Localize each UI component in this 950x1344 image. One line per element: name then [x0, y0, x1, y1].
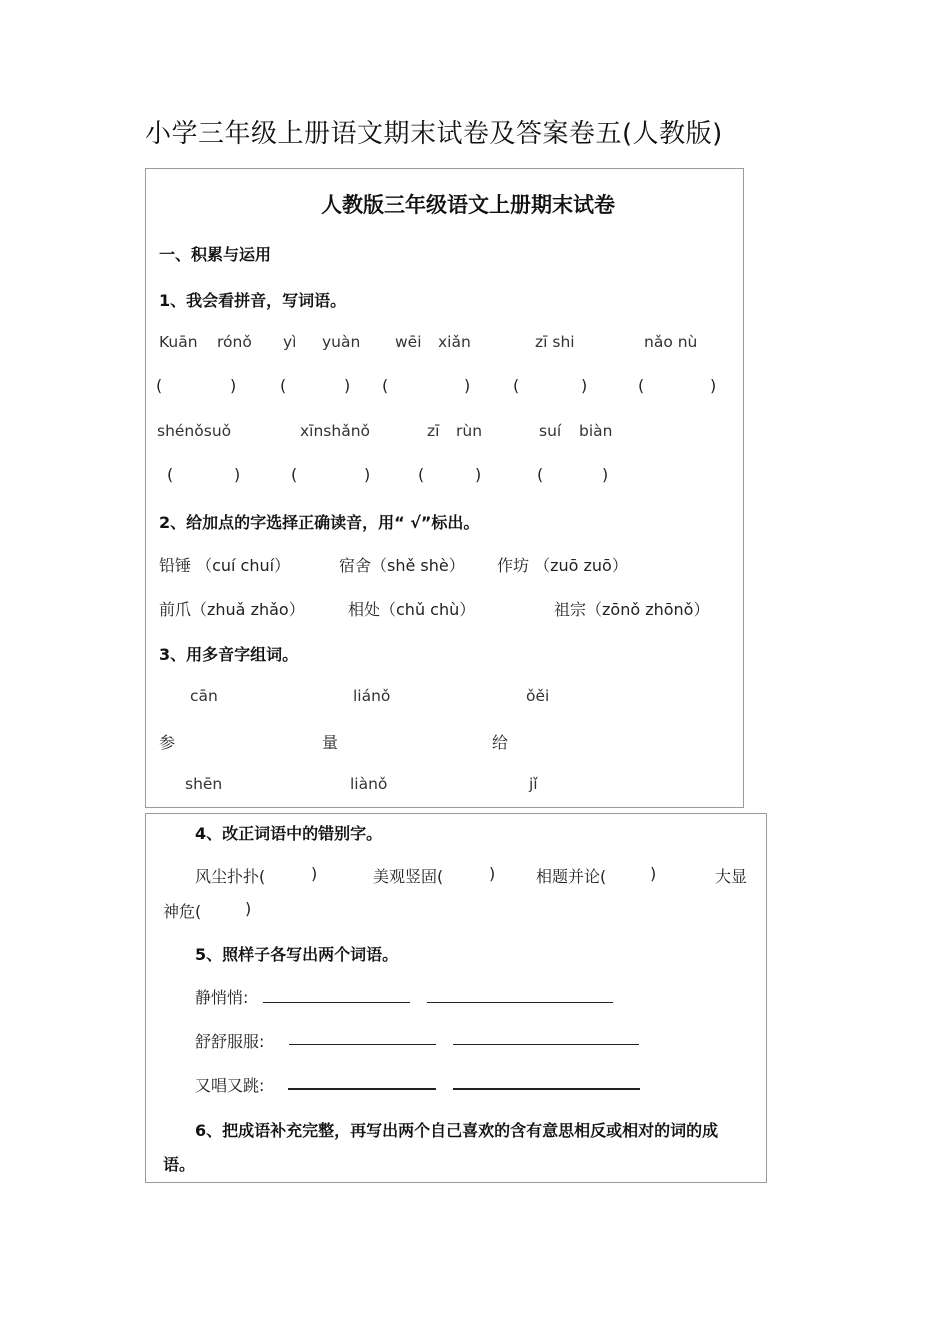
answer-bracket: (: [291, 465, 298, 484]
choice-item: 祖宗（zōnǒ zhōnǒ）: [554, 600, 710, 619]
correction-item: 大显: [715, 867, 748, 886]
answer-bracket: ): [245, 899, 252, 918]
answer-bracket: (: [537, 465, 544, 484]
correction-item: 美观竖固(: [373, 867, 444, 886]
answer-line[interactable]: [427, 1002, 613, 1003]
pinyin: shēn: [185, 775, 223, 793]
exam-sheet-part-2: [145, 813, 767, 1183]
answer-bracket: ): [710, 376, 717, 395]
question-4-heading: 4、改正词语中的错别字。: [195, 824, 383, 843]
answer-line[interactable]: [288, 1088, 436, 1090]
question-6-heading-cont: 语。: [163, 1155, 196, 1174]
answer-bracket: ): [475, 465, 482, 484]
exam-sheet-part-1: [145, 168, 744, 808]
answer-bracket: (: [382, 376, 389, 395]
question-1-heading: 1、我会看拼音，写词语。: [159, 291, 347, 310]
choice-item: 前爪（zhuǎ zhǎo）: [159, 600, 305, 619]
choice-item: 宿舍（shě shè）: [339, 556, 465, 575]
answer-bracket: ): [650, 864, 657, 883]
choice-item: 作坊 （zuō zuō）: [497, 556, 628, 575]
answer-bracket: (: [418, 465, 425, 484]
pinyin: nǎo nù: [644, 333, 698, 351]
answer-bracket: ): [489, 864, 496, 883]
answer-bracket: ): [344, 376, 351, 395]
pinyin: ǒěi: [526, 687, 550, 705]
correction-item: 风尘扑扑(: [195, 867, 266, 886]
example-label: 静悄悄:: [195, 988, 249, 1007]
pinyin: liánǒ: [353, 687, 391, 705]
pinyin: cān: [190, 687, 218, 705]
pinyin: zī: [427, 422, 440, 440]
pinyin: Kuān: [159, 333, 198, 351]
answer-line[interactable]: [453, 1044, 639, 1045]
polyphone-char: 参: [159, 733, 176, 752]
pinyin: shénǒsuǒ: [157, 422, 232, 440]
choice-item: 铅锤 （cuí chuí）: [159, 556, 291, 575]
answer-bracket: ): [311, 864, 318, 883]
polyphone-char: 给: [492, 733, 509, 752]
question-6-heading: 6、把成语补充完整，再写出两个自己喜欢的含有意思相反或相对的词的成: [195, 1121, 719, 1140]
answer-line[interactable]: [263, 1002, 410, 1003]
question-5-heading: 5、照样子各写出两个词语。: [195, 945, 399, 964]
pinyin: liànǒ: [350, 775, 388, 793]
answer-bracket: ): [364, 465, 371, 484]
document-title: 小学三年级上册语文期末试卷及答案卷五(人教版): [145, 119, 723, 149]
pinyin: zī shi: [535, 333, 575, 351]
paper-title: 人教版三年级语文上册期末试卷: [321, 193, 615, 217]
pinyin: xiǎn: [438, 333, 471, 351]
answer-bracket: (: [156, 376, 163, 395]
answer-bracket: ): [464, 376, 471, 395]
example-label: 舒舒服服:: [195, 1032, 265, 1051]
choice-item: 相处（chǔ chù）: [348, 600, 476, 619]
answer-line[interactable]: [289, 1044, 436, 1045]
answer-bracket: (: [638, 376, 645, 395]
pinyin: rónǒ: [217, 333, 252, 351]
answer-bracket: ): [230, 376, 237, 395]
pinyin: rùn: [456, 422, 483, 440]
pinyin: xīnshǎnǒ: [300, 422, 371, 440]
answer-bracket: ): [602, 465, 609, 484]
question-2-heading: 2、给加点的字选择正确读音，用“ √”标出。: [159, 513, 480, 532]
section-heading: 一、积累与运用: [159, 245, 272, 264]
answer-bracket: ): [234, 465, 241, 484]
pinyin: suí: [539, 422, 562, 440]
pinyin: jǐ: [529, 775, 538, 793]
pinyin: biàn: [579, 422, 613, 440]
example-label: 又唱又跳:: [195, 1076, 265, 1095]
pinyin: wēi: [395, 333, 422, 351]
correction-item: 神危(: [163, 902, 202, 921]
pinyin: yì: [283, 333, 297, 351]
answer-bracket: (: [167, 465, 174, 484]
pinyin: yuàn: [322, 333, 361, 351]
polyphone-char: 量: [322, 733, 339, 752]
question-3-heading: 3、用多音字组词。: [159, 645, 299, 664]
correction-item: 相题并论(: [536, 867, 607, 886]
answer-bracket: (: [280, 376, 287, 395]
answer-bracket: (: [513, 376, 520, 395]
answer-bracket: ): [581, 376, 588, 395]
answer-line[interactable]: [453, 1088, 640, 1090]
